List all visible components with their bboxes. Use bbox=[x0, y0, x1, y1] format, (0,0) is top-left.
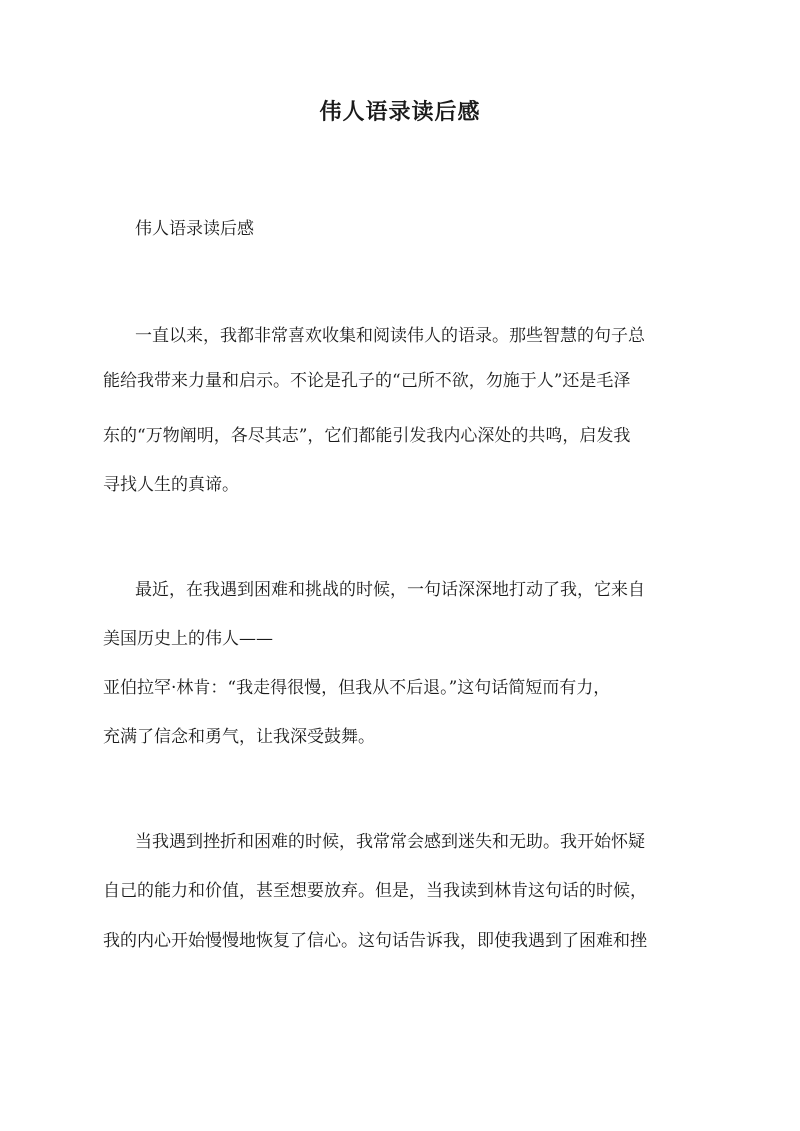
document-title: 伟人语录读后感 bbox=[319, 99, 481, 125]
paragraph-line: 寻找人生的真谛。 bbox=[103, 475, 239, 495]
paragraph-line: 我的内心开始慢慢地恢复了信心。这句话告诉我，即使我遇到了困难和挫 bbox=[103, 931, 647, 951]
paragraph-line: 亚伯拉罕·林肯：“我走得很慢，但我从不后退。”这句话简短而有力， bbox=[103, 678, 611, 698]
paragraph-line: 一直以来，我都非常喜欢收集和阅读伟人的语录。那些智慧的句子总 bbox=[135, 326, 645, 346]
document-subtitle: 伟人语录读后感 bbox=[135, 219, 254, 239]
paragraph-line: 充满了信念和勇气，让我深受鼓舞。 bbox=[103, 727, 375, 747]
paragraph-line: 最近，在我遇到困难和挑战的时候，一句话深深地打动了我，它来自 bbox=[135, 580, 645, 600]
paragraph-line: 美国历史上的伟人—— bbox=[103, 629, 273, 649]
paragraph-line: 自己的能力和价值，甚至想要放弃。但是，当我读到林肯这句话的时候， bbox=[103, 881, 647, 901]
paragraph-line: 能给我带来力量和启示。不论是孔子的“己所不欲，勿施于人”还是毛泽 bbox=[103, 371, 631, 391]
paragraph-line: 当我遇到挫折和困难的时候，我常常会感到迷失和无助。我开始怀疑 bbox=[135, 832, 645, 852]
paragraph-line: 东的“万物阐明，各尽其志”，它们都能引发我内心深处的共鸣，启发我 bbox=[103, 426, 631, 446]
